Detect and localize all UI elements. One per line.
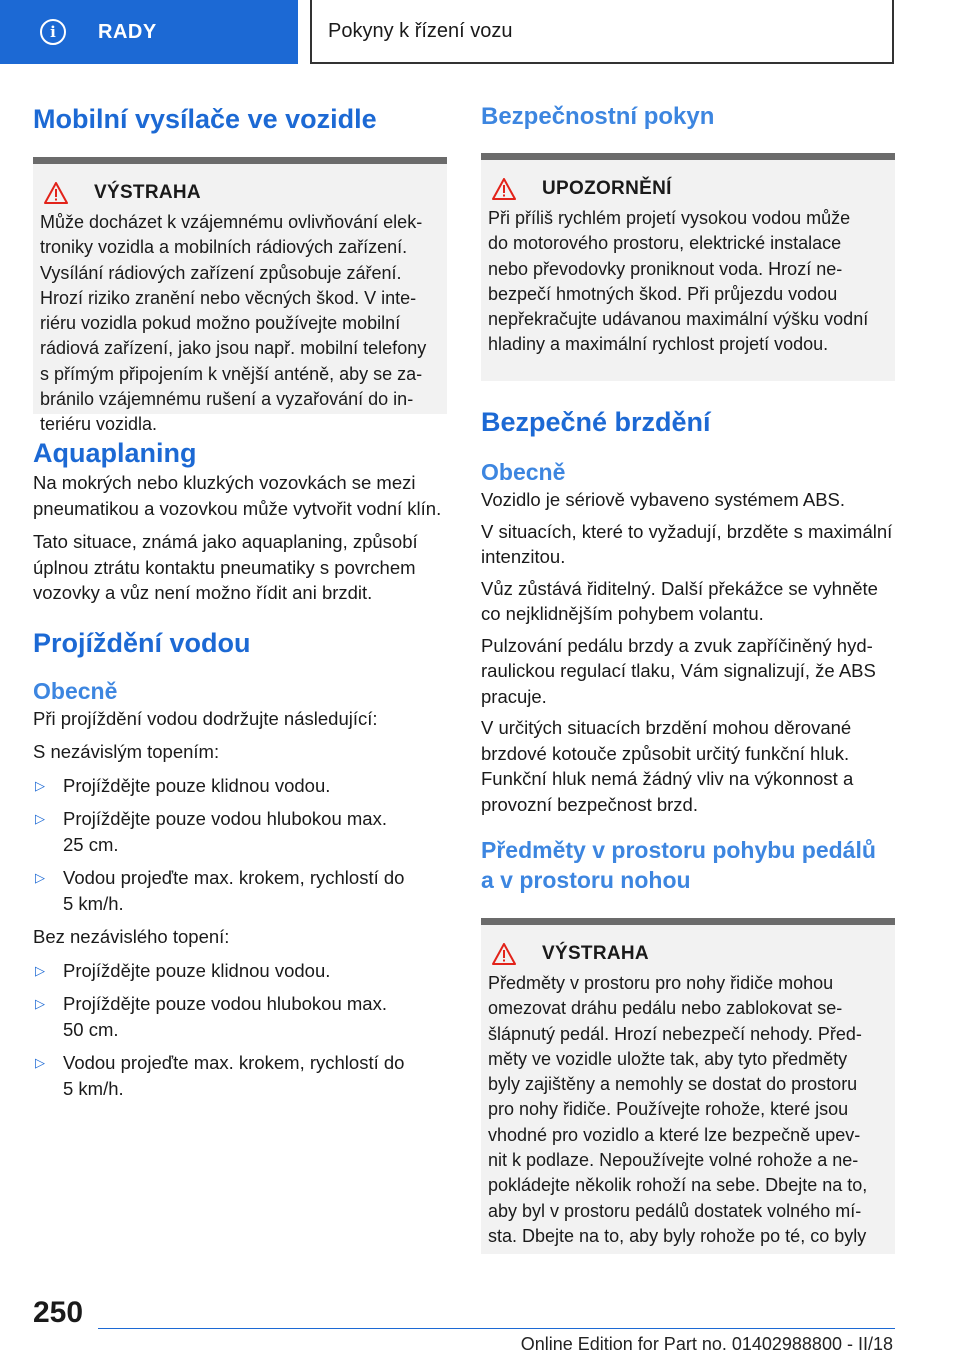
text-line: V určitých situacích brzdění mohou děrované	[481, 717, 852, 738]
text-line: úplnou ztrátu kontaktu pneumatiky s povrchem	[33, 556, 416, 578]
notice-title: UPOZORNĚNÍ	[542, 178, 672, 199]
list-item	[33, 773, 447, 799]
warning-triangle-icon	[492, 178, 516, 200]
bullet-triangle-icon: ▷	[35, 962, 45, 978]
braking-paragraph-5	[481, 715, 895, 817]
text-line: 50 cm.	[63, 1018, 119, 1040]
warning-line: Vysílání rádiových zařízení způsobuje záření.	[40, 262, 402, 283]
text-line: brzdové kotouče způsobit určitý funkční hluk.	[481, 742, 850, 764]
warning-line: s přímým připojením k vnější anténě, aby se za-	[40, 363, 423, 384]
warning-line: rádiová zařízení, jako jsou např. mobilní telefony	[40, 338, 427, 359]
warning-line: Může docházet k vzájemnému ovlivňování elek-	[40, 212, 423, 232]
text-line: Vůz zůstává řiditelný. Další překážce se vyhněte	[481, 577, 878, 599]
text-line: pracuje.	[481, 685, 547, 707]
list-with-heating	[33, 773, 447, 917]
subsection-title-pedal-area	[481, 835, 895, 895]
warning-line: teriéru vozidla.	[40, 414, 158, 435]
list-item	[33, 806, 447, 857]
list-without-heating	[33, 958, 447, 1102]
warning-line: sta. Dbejte na to, aby byly rohože po té, co byly	[488, 1225, 867, 1246]
text-line: vozovky a vůz není možno řídit ani brzdit.	[33, 582, 373, 603]
edition-footer: Online Edition for Part no. 01402988800 - II/18	[520, 1334, 893, 1354]
section-tab[interactable]	[0, 0, 298, 64]
bullet-triangle-icon: ▷	[35, 996, 45, 1011]
notice-line: do motorového prostoru, elektrické instalace	[488, 233, 842, 254]
bullet-triangle-icon: ▷	[35, 811, 45, 826]
section-title-mobile-transmitters: Mobilní vysílače ve vozidle	[33, 104, 377, 134]
text-line: raulickou regulací tlaku, Vám signalizují, že ABS	[481, 660, 876, 681]
text-line: Projíždějte pouze klidnou vodou.	[63, 959, 331, 981]
info-circle-icon: i	[40, 19, 66, 45]
text-line: Funkční hluk nemá žádný vliv na výkonnost a	[481, 768, 854, 789]
warning-title: VÝSTRAHA	[94, 182, 201, 203]
chapter-title: Pokyny k řízení vozu	[310, 0, 894, 64]
warning-line: bránilo vzájemnému rušení a vyzařování do in-	[40, 389, 414, 410]
warning-line: měty ve vozidle uložte tak, aby tyto předměty	[488, 1048, 848, 1069]
text-line: V situacích, které to vyžadují, brzděte s maximální	[481, 520, 893, 542]
warning-line: omezovat dráhu pedálu nebo zablokovat se-	[488, 998, 843, 1019]
text-line: 5 km/h.	[63, 1077, 124, 1099]
notice-line: hladiny a maximální rychlost projetí vodou.	[488, 334, 829, 355]
text-line: 25 cm.	[63, 833, 119, 855]
text-line: Pulzování pedálu brzdy a zvuk zapříčiněný hyd-	[481, 634, 873, 656]
warning-line: pokládejte několik rohoží na sebe. Dbejte na to,	[488, 1175, 868, 1196]
text-line: Projíždějte pouze klidnou vodou.	[63, 774, 331, 796]
warning-line: aby byl v prostoru pedálů dostatek volného mí-	[488, 1200, 862, 1221]
notice-line: nebo převodovky proniknout voda. Hrozí ne-	[488, 258, 843, 279]
heading-line: a v prostoru nohou	[481, 867, 691, 893]
warning-line: vhodné pro vozidlo a které lze bezpečně upev-	[488, 1124, 861, 1145]
braking-paragraph-2	[481, 519, 895, 570]
subsection-title-general: Obecně	[33, 677, 118, 704]
text-line: Vodou projeďte max. krokem, rychlostí do	[63, 867, 405, 888]
section-label: RADY	[98, 20, 157, 43]
list-item	[33, 958, 447, 984]
braking-paragraph-3	[481, 576, 895, 627]
bullet-triangle-icon: ▷	[35, 1055, 45, 1070]
without-heating-label: Bez nezávislého topení:	[33, 926, 230, 947]
text-line: provozní bezpečnost brzd.	[481, 793, 698, 815]
warning-line: riéru vozidla pokud možno používejte mobilní	[40, 313, 401, 334]
aquaplaning-paragraph-1	[33, 470, 447, 521]
section-title-safety-note: Bezpečnostní pokyn	[481, 103, 715, 130]
text-line: co nejklidnějším pohybem volantu.	[481, 603, 764, 624]
section-title-water-driving: Projíždění vodou	[33, 627, 251, 658]
warning-box-mobile	[33, 157, 447, 435]
text-line: Projíždějte pouze vodou hlubokou max.	[63, 993, 387, 1014]
list-item	[33, 991, 447, 1042]
bullet-triangle-icon: ▷	[35, 870, 45, 885]
list-item	[33, 1050, 447, 1101]
warning-title: VÝSTRAHA	[542, 943, 649, 964]
braking-paragraph-1: Vozidlo je sériově vybaveno systémem ABS.	[481, 489, 846, 510]
warning-line: pro nohy řidiče. Používejte rohože, které jsou	[488, 1099, 849, 1120]
text-line: Vodou projeďte max. krokem, rychlostí do	[63, 1052, 405, 1073]
with-heating-label: S nezávislým topením:	[33, 741, 220, 762]
text-line: Tato situace, známá jako aquaplaning, způsobí	[33, 531, 418, 552]
warning-box-pedals	[481, 918, 895, 1254]
heading-line: Předměty v prostoru pohybu pedálů	[481, 837, 876, 863]
subsection-title-general: Obecně	[481, 459, 566, 485]
warning-triangle-icon	[492, 943, 516, 965]
section-title-safe-braking: Bezpečné brzdění	[481, 407, 711, 437]
list-item	[33, 865, 447, 916]
notice-line: nepřekračujte udávanou maximální výšku vodní	[488, 309, 869, 330]
warning-line: troniky vozidla a mobilních rádiových zařízení.	[40, 237, 408, 258]
warning-line: byly zajištěny a nemohly se dostat do prostoru	[488, 1074, 858, 1095]
notice-line: Při příliš rychlém projetí vysokou vodou může	[488, 208, 851, 228]
water-intro: Při projíždění vodou dodržujte následující:	[33, 707, 378, 729]
warning-line: Předměty v prostoru pro nohy řidiče mohou	[488, 973, 834, 993]
braking-paragraph-4	[481, 633, 895, 710]
warning-triangle-icon	[44, 182, 68, 204]
warning-line: Hrozí riziko zranění nebo věcných škod. V inte-	[40, 287, 417, 308]
text-line: Projíždějte pouze vodou hlubokou max.	[63, 808, 387, 829]
bullet-triangle-icon: ▷	[35, 777, 45, 793]
notice-box-water	[481, 153, 895, 381]
right-column	[481, 96, 895, 1254]
footer-divider	[98, 1328, 895, 1329]
section-title-aquaplaning: Aquaplaning	[33, 438, 197, 468]
warning-line: šlápnutý pedál. Hrozí nebezpečí nehody. Před-	[488, 1023, 862, 1044]
warning-line: nit k podlaze. Nepoužívejte volné rohože a ne-	[488, 1150, 859, 1171]
page-number: 250	[33, 1296, 84, 1329]
left-column	[33, 96, 447, 1109]
text-line: Na mokrých nebo kluzkých vozovkách se mezi	[33, 472, 416, 493]
text-line: 5 km/h.	[63, 892, 124, 914]
aquaplaning-paragraph-2	[33, 529, 447, 606]
notice-line: bezpečí hmotných škod. Při průjezdu vodou	[488, 283, 838, 304]
text-line: intenzitou.	[481, 546, 566, 567]
text-line: pneumatikou a vozovkou může vytvořit vodní klín.	[33, 497, 442, 519]
